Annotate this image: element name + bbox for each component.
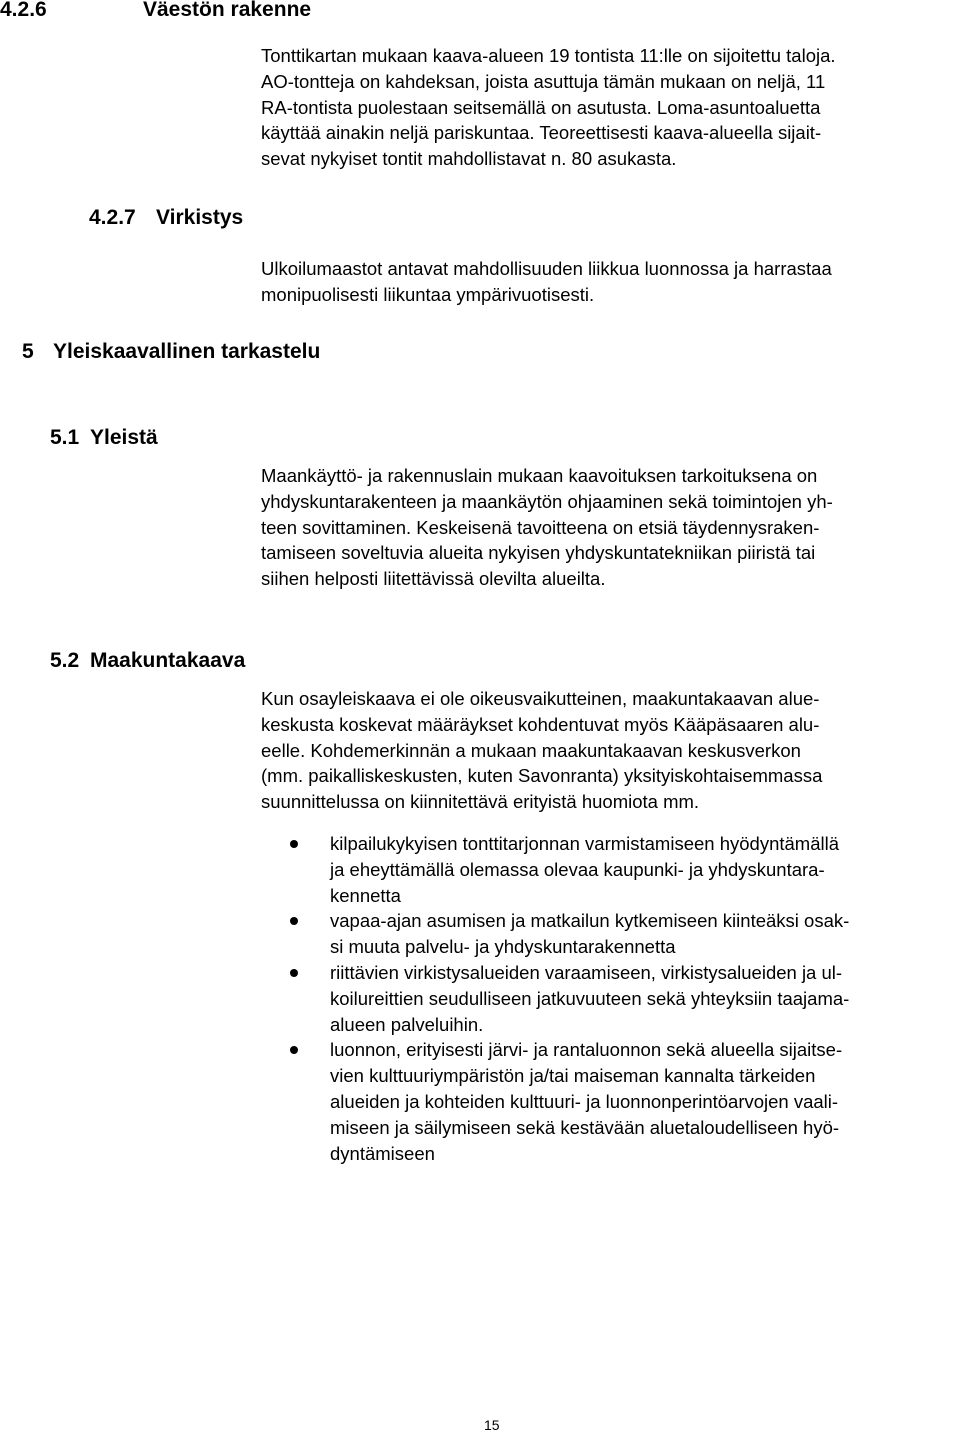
text-line: miseen ja säilymiseen sekä kestävään aluetaloudelliseen hyö-: [330, 1116, 840, 1138]
text-line: tamiseen soveltuvia alueita nykyisen yhdyskuntatekniikan piiristä tai: [261, 542, 816, 564]
text-line: suunnittelussa on kiinnitettävä erityistä huomiota mm.: [261, 791, 700, 813]
heading-number: 5.2: [50, 649, 80, 672]
text-line: Kun osayleiskaava ei ole oikeusvaikutteinen, maakuntakaavan alue-: [261, 688, 820, 709]
text-line: vien kulttuuriympäristön ja/tai maiseman kannalta tärkeiden: [330, 1065, 816, 1087]
text-line: monipuolisesti liikuntaa ympärivuotisesti.: [261, 283, 595, 305]
text-line: alueiden ja kohteiden kulttuuri- ja luonnonperintöarvojen vaali-: [330, 1090, 839, 1112]
list-item: [290, 1037, 960, 1166]
heading-number: 4.2.7: [89, 206, 136, 229]
text-line: eelle. Kohdemerkinnän a mukaan maakuntakaavan keskusverkon: [261, 739, 801, 761]
heading-5-1: [50, 425, 158, 451]
text-line: vapaa-ajan asumisen ja matkailun kytkemiseen kiinteäksi osak-: [330, 910, 850, 932]
heading-number: 5.1: [50, 426, 80, 449]
bullet-icon: [290, 840, 298, 848]
heading-title: Virkistys: [156, 206, 244, 229]
text-line: alueen palveluihin.: [330, 1013, 484, 1035]
heading-title: Yleiskaavallinen tarkastelu: [53, 340, 321, 363]
bullet-list: [290, 831, 960, 1166]
paragraph-yleista: [261, 463, 960, 592]
heading-number: 4.2.6: [0, 0, 47, 21]
text-line: riittävien virkistysalueiden varaamiseen, virkistysalueiden ja ul-: [330, 961, 843, 983]
text-line: kennetta: [330, 884, 401, 906]
bullet-icon: [290, 917, 298, 925]
heading-number: 5: [22, 340, 34, 363]
paragraph-maakuntakaava: [261, 686, 960, 815]
list-item: [290, 831, 960, 908]
paragraph-virkistys: [261, 256, 960, 308]
text-line: kilpailukykyisen tonttitarjonnan varmistamiseen hyödyntämällä: [330, 833, 839, 854]
text-line: Maankäyttö- ja rakennuslain mukaan kaavoituksen tarkoituksena on: [261, 465, 818, 486]
text-line: Ulkoilumaastot antavat mahdollisuuden liikkua luonnossa ja harrastaa: [261, 258, 832, 279]
heading-5-2: [50, 648, 245, 674]
heading-title: Yleistä: [90, 426, 158, 449]
heading-4-2-7: [89, 205, 243, 231]
list-item: [290, 908, 960, 960]
text-line: keskusta koskevat määräykset kohdentuvat myös Kääpäsaaren alu-: [261, 713, 820, 735]
text-line: AO-tontteja on kahdeksan, joista asuttuja tämän mukaan on neljä, 11: [261, 70, 826, 92]
text-line: sevat nykyiset tontit mahdollistavat n. 80 asukasta.: [261, 148, 677, 170]
paragraph-vaeston-rakenne: [261, 43, 960, 172]
text-line: koilureittien seudulliseen jatkuvuuteen sekä yhteyksiin taajama-: [330, 987, 850, 1009]
bullet-icon: [290, 1046, 298, 1054]
text-line: teen sovittaminen. Keskeisenä tavoitteena on etsiä täydennysraken-: [261, 516, 820, 538]
text-line: ja eheyttämällä olemassa olevaa kaupunki- ja yhdyskuntara-: [330, 858, 825, 880]
text-line: yhdyskuntarakenteen ja maankäytön ohjaaminen sekä toimintojen yh-: [261, 490, 833, 512]
text-line: dyntämiseen: [330, 1142, 435, 1164]
text-line: Tonttikartan mukaan kaava-alueen 19 tontista 11:lle on sijoitettu taloja.: [261, 45, 836, 66]
text-line: RA-tontista puolestaan seitsemällä on asutusta. Loma-asuntoaluetta: [261, 96, 821, 118]
bullet-icon: [290, 969, 298, 977]
text-line: siihen helposti liitettävissä olevilta alueilta.: [261, 568, 606, 590]
text-line: (mm. paikalliskeskusten, kuten Savonranta) yksityiskohtaisemmassa: [261, 765, 823, 787]
page-number: 15: [484, 1417, 500, 1433]
heading-title: Väestön rakenne: [143, 0, 312, 21]
heading-4-2-6: [0, 0, 311, 23]
heading-5: [22, 339, 320, 365]
text-line: käyttää ainakin neljä pariskuntaa. Teoreettisesti kaava-alueella sijait-: [261, 122, 822, 144]
text-line: si muuta palvelu- ja yhdyskuntarakennetta: [330, 936, 676, 958]
text-line: luonnon, erityisesti järvi- ja rantaluonnon sekä alueella sijaitse-: [330, 1039, 843, 1061]
heading-title: Maakuntakaava: [90, 649, 246, 672]
list-item: [290, 960, 960, 1037]
